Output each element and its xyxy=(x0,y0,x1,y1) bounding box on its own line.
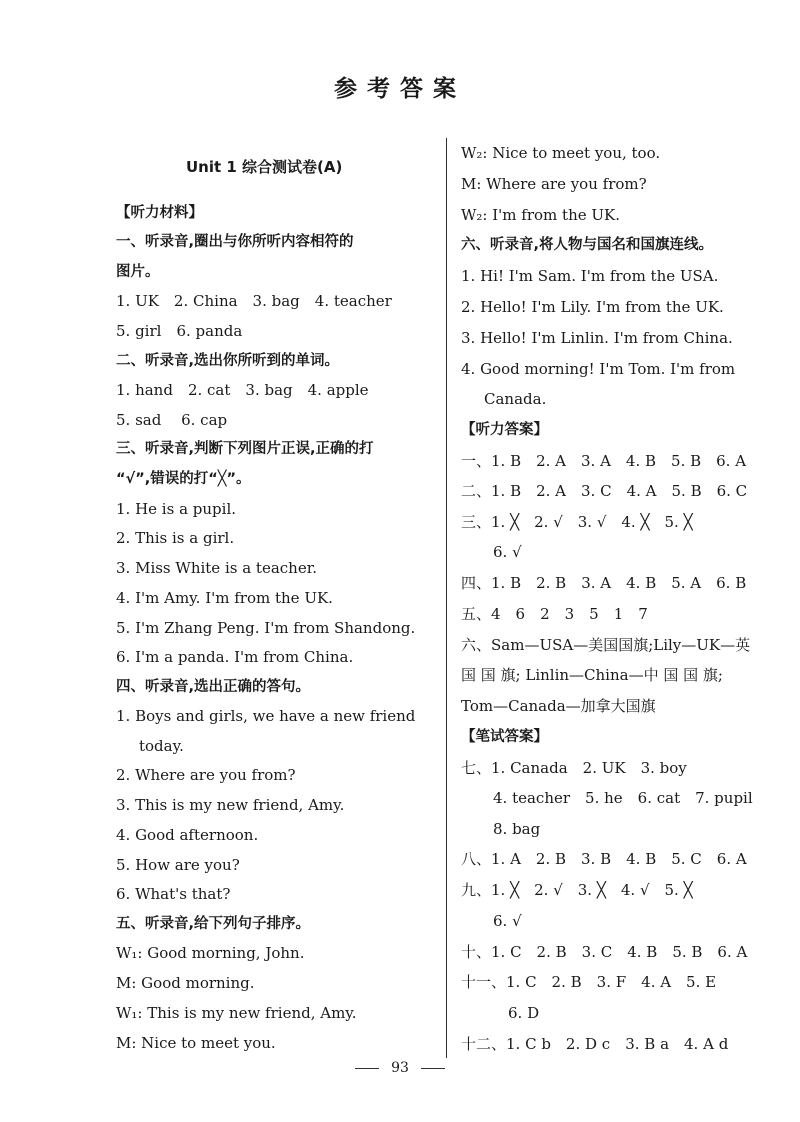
listening-answers-header: 【听力答案】 xyxy=(461,422,548,438)
list-item: 6. What's that? xyxy=(116,885,231,903)
page-number-footer xyxy=(0,1060,800,1076)
section-1-instruction: 一、听录音,圈出与你所听内容相符的 xyxy=(116,234,354,250)
answer-row: 六、Sam—USA—美国国旗;Lily—UK—英 xyxy=(461,636,751,654)
dialogue-line: W₁: Good morning, John. xyxy=(116,944,305,962)
answer-row: 三、1. ╳ 2. √ 3. √ 4. ╳ 5. ╳ xyxy=(461,513,693,531)
page-title: 参考答案 xyxy=(334,76,466,102)
answer-row: 一、1. B 2. A 3. A 4. B 5. B 6. A xyxy=(461,452,747,470)
dialogue-line: W₂: Nice to meet you, too. xyxy=(461,144,661,162)
answer-row: 七、1. Canada 2. UK 3. boy xyxy=(461,759,687,777)
list-item: 2. This is a girl. xyxy=(116,529,235,547)
section-5-instruction: 五、听录音,给下列句子排序。 xyxy=(116,916,311,932)
section-1-items: 5. girl 6. panda xyxy=(116,322,243,340)
section-3-instruction: 三、听录音,判断下列图片正误,正确的打 xyxy=(116,441,374,457)
list-item-cont: Canada. xyxy=(484,390,547,408)
dialogue-line: W₁: This is my new friend, Amy. xyxy=(116,1004,357,1022)
list-item: 4. Good afternoon. xyxy=(116,826,259,844)
page-number: 93 xyxy=(391,1060,409,1076)
list-item: 5. I'm Zhang Peng. I'm from Shandong. xyxy=(116,619,416,637)
section-2-instruction: 二、听录音,选出你所听到的单词。 xyxy=(116,353,340,369)
dialogue-line: W₂: I'm from the UK. xyxy=(461,206,620,224)
answer-row-cont: Tom—Canada—加拿大国旗 xyxy=(461,697,656,715)
section-2-items: 1. hand 2. cat 3. bag 4. apple xyxy=(116,381,369,399)
list-item: 2. Hello! I'm Lily. I'm from the UK. xyxy=(461,298,724,316)
written-answers-header: 【笔试答案】 xyxy=(461,729,548,745)
unit-title: Unit 1 综合测试卷(A) xyxy=(186,158,343,176)
answer-row-cont: 6. √ xyxy=(493,543,522,561)
list-item: 1. He is a pupil. xyxy=(116,500,237,518)
answer-row-cont: 4. teacher 5. he 6. cat 7. pupil xyxy=(493,789,753,807)
answer-row-cont: 6. √ xyxy=(493,912,522,930)
answer-row-cont: 6. D xyxy=(508,1004,540,1022)
column-divider xyxy=(446,138,447,1058)
section-1-items: 1. UK 2. China 3. bag 4. teacher xyxy=(116,292,392,310)
answer-row: 十一、1. C 2. B 3. F 4. A 5. E xyxy=(461,973,717,991)
listening-material-header: 【听力材料】 xyxy=(116,205,203,221)
answer-row: 五、4 6 2 3 5 1 7 xyxy=(461,605,648,623)
answer-row-cont: 8. bag xyxy=(493,820,541,838)
section-4-instruction: 四、听录音,选出正确的答句。 xyxy=(116,679,311,695)
answer-row: 九、1. ╳ 2. √ 3. ╳ 4. √ 5. ╳ xyxy=(461,881,693,899)
answer-row-cont: 国 国 旗; Linlin—China—中 国 国 旗; xyxy=(461,666,723,684)
answer-row: 十二、1. C b 2. D c 3. B a 4. A d xyxy=(461,1035,729,1053)
list-item: 5. How are you? xyxy=(116,856,240,874)
section-3-instruction-cont: “√”,错误的打“╳”。 xyxy=(116,471,251,487)
list-item: 4. Good morning! I'm Tom. I'm from xyxy=(461,360,736,378)
list-item: 3. This is my new friend, Amy. xyxy=(116,796,345,814)
list-item: 3. Miss White is a teacher. xyxy=(116,559,317,577)
list-item: 4. I'm Amy. I'm from the UK. xyxy=(116,589,333,607)
list-item-cont: today. xyxy=(139,737,184,755)
section-6-instruction: 六、听录音,将人物与国名和国旗连线。 xyxy=(461,237,714,253)
answer-row: 四、1. B 2. B 3. A 4. B 5. A 6. B xyxy=(461,574,747,592)
list-item: 1. Boys and girls, we have a new friend xyxy=(116,707,416,725)
dialogue-line: M: Good morning. xyxy=(116,974,255,992)
dialogue-line: M: Where are you from? xyxy=(461,175,647,193)
answer-row: 八、1. A 2. B 3. B 4. B 5. C 6. A xyxy=(461,850,747,868)
footer-dash xyxy=(421,1068,445,1069)
dialogue-line: M: Nice to meet you. xyxy=(116,1034,276,1052)
answer-row: 二、1. B 2. A 3. C 4. A 5. B 6. C xyxy=(461,482,748,500)
section-1-instruction-cont: 图片。 xyxy=(116,264,160,280)
list-item: 2. Where are you from? xyxy=(116,766,296,784)
answer-row: 十、1. C 2. B 3. C 4. B 5. B 6. A xyxy=(461,943,748,961)
section-2-items: 5. sad 6. cap xyxy=(116,411,228,429)
footer-dash xyxy=(355,1068,379,1069)
list-item: 3. Hello! I'm Linlin. I'm from China. xyxy=(461,329,733,347)
list-item: 1. Hi! I'm Sam. I'm from the USA. xyxy=(461,267,719,285)
list-item: 6. I'm a panda. I'm from China. xyxy=(116,648,354,666)
